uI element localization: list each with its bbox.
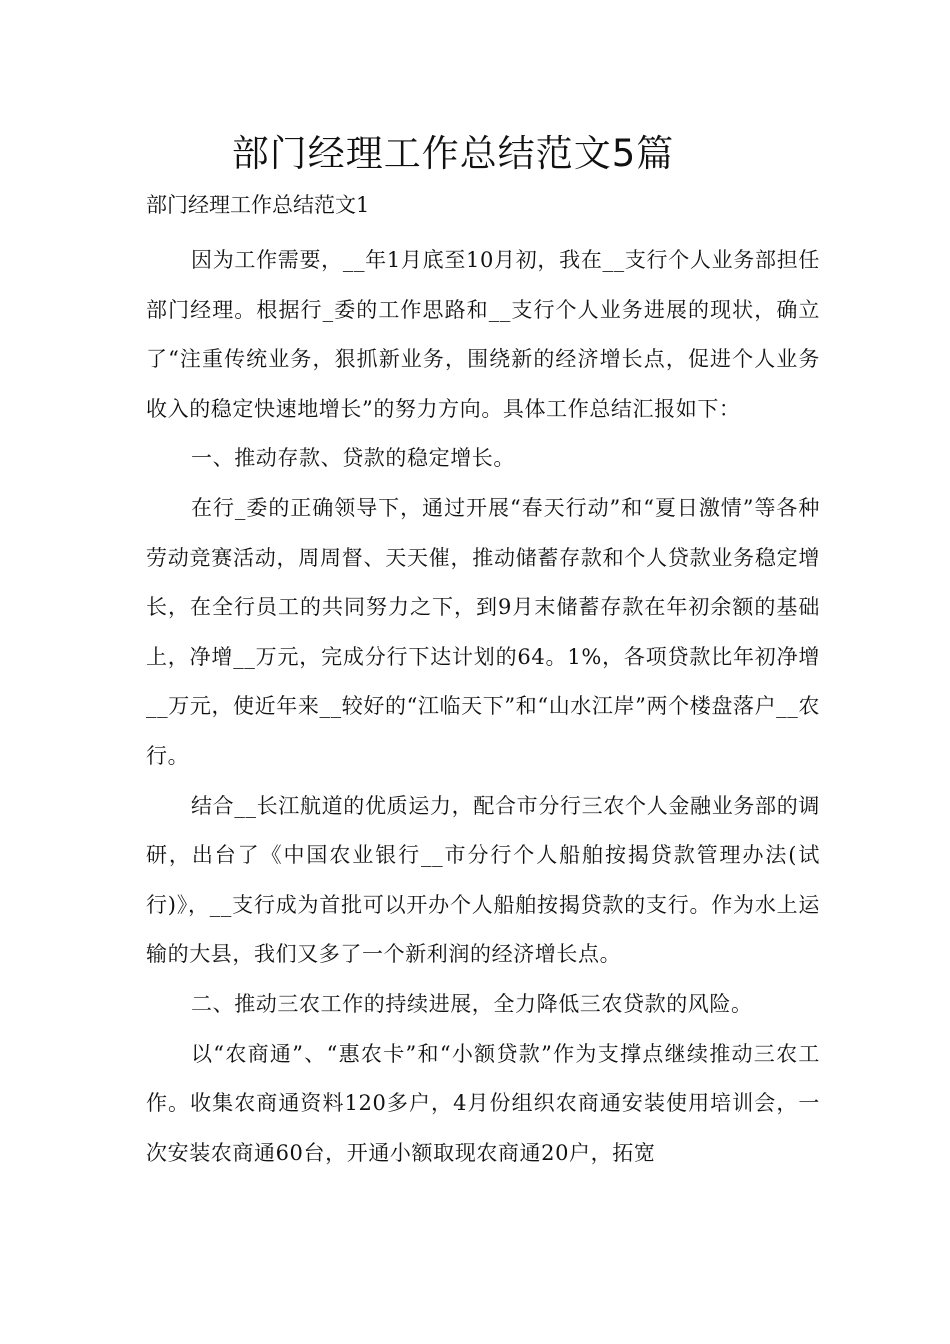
section-heading: 一、推动存款、贷款的稳定增长。 [191,446,515,471]
paragraph: 以“农商通”、“惠农卡”和“小额贷款”作为支撑点继续推动三农工作。收集农商通资料120多户，4月份组织农商通安装使用培训会，一次安装农商通60台，开通小额取现农商通20户，拓宽 [146,1041,820,1165]
paragraph: 因为工作需要，__年1月底至10月初，我在__支行个人业务部担任部门经理。根据行_委的工作思路和__支行个人业务进展的现状，确立了“注重传统业务，狠抓新业务，围绕新的经济增长点，促进个人业务收入的稳定快速地增长”的努力方向。具体工作总结汇报如下： [146,248,820,421]
paragraph: 结合__长江航道的优质运力，配合市分行三农个人金融业务部的调研，出台了《中国农业银行__市分行个人船舶按揭贷款管理办法(试行)》，__支行成为首批可以开办个人船舶按揭贷款的支行。作为水上运输的大县，我们又多了一个新利润的经济增长点。 [146,793,820,967]
document-body [146,236,820,1178]
section-heading: 二、推动三农工作的持续进展，全力降低三农贷款的风险。 [191,991,753,1016]
paragraph: 在行_委的正确领导下，通过开展“春天行动”和“夏日激情”等各种劳动竞赛活动，周周督、天天催，推动储蓄存款和个人贷款业务稳定增长，在全行员工的共同努力之下，到9月末储蓄存款在年初余额的基础上，净增__万元，完成分行下达计划的64。1%，各项贷款比年初净增__万元，使近年来__较好的“江临天下”和“山水江岸”两个楼盘落户__农行。 [146,495,820,768]
document-subtitle: 部门经理工作总结范文1 [146,193,370,217]
document-title: 部门经理工作总结范文5篇 [231,132,675,175]
